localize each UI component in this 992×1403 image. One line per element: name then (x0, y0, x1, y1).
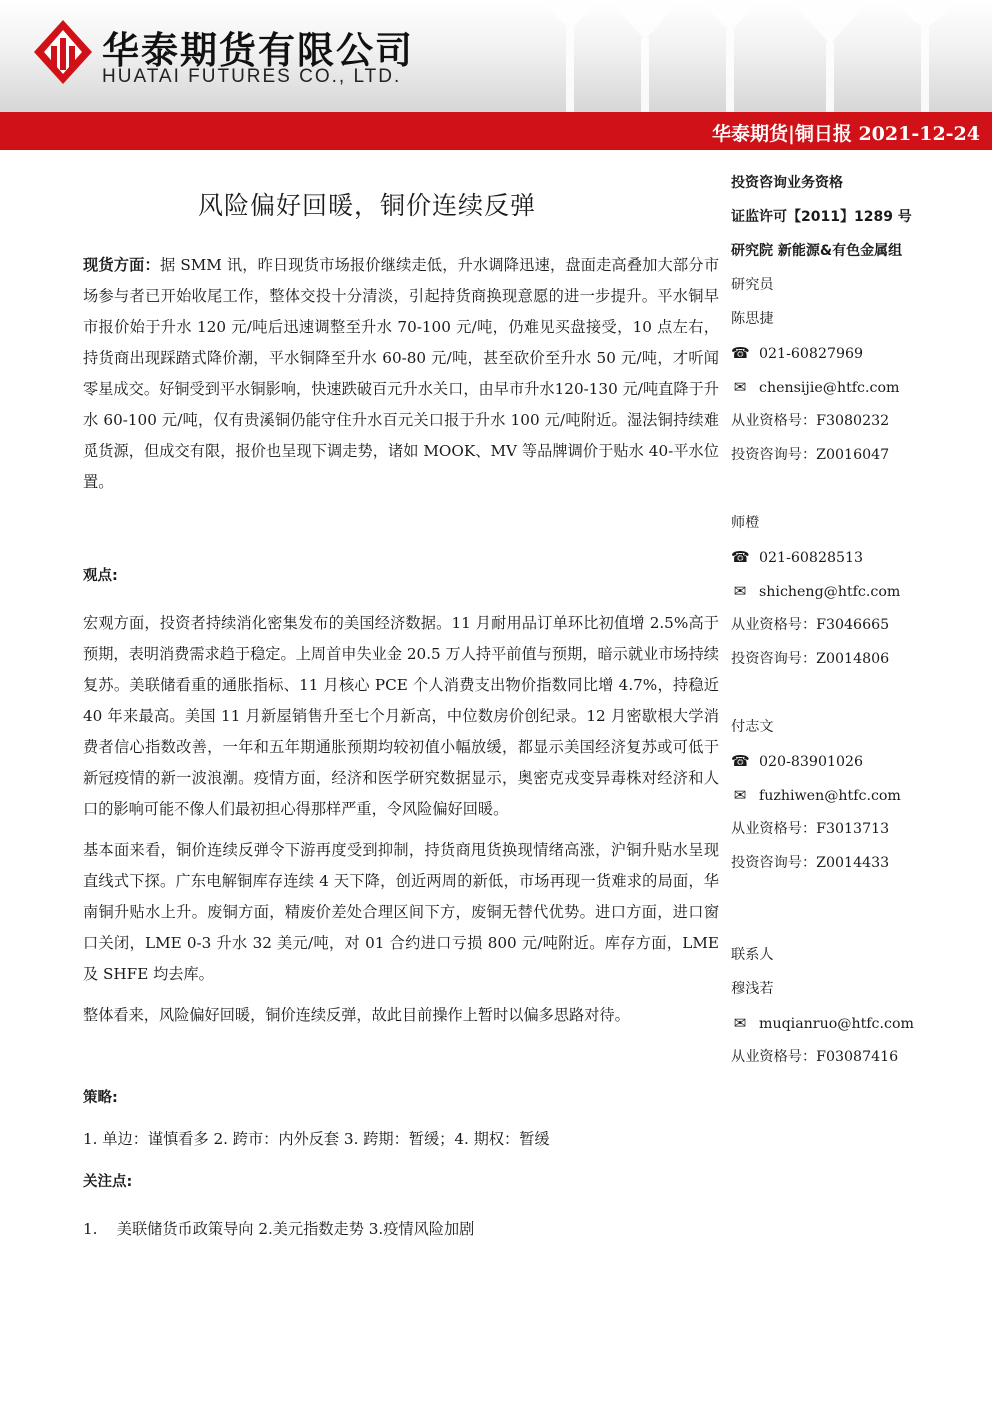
brand-name-cn: 华泰期货有限公司 (102, 29, 414, 72)
macro-paragraph: 宏观方面，投资者持续消化密集发布的美国经济数据。11 月耐用品订单环比初值增 2.5%高于预期，表明消费需求趋于稳定。上周首申失业金 20.5 万人持平前值与预期，暗示就业市场持续复苏。美联储看重的通胀指标、11 月核心 PCE 个人消费支出物价指数同比增 4.7%，持稳近 40 年来最高。美国 11 月新屋销售升至七个月新高，中位数房价创纪录。12 月密歇根大学消费者信心指数改善，一年和五年期通胀预期均较初值小幅放缓，都显示美国经济复苏或可低于新冠疫情的新一波浪潮。疫情方面，经济和医学研究数据显示，奥密克戎变异毒株对经济和人口的影响可能不像人们最初担心得那样严重，令风险偏好回暖。 (83, 614, 719, 818)
strategy-text: 1. 单边：谨慎看多 2. 跨市：内外反套 3. 跨期：暂缓；4. 期权：暂缓 (83, 1130, 550, 1148)
license-number: 证监许可【2011】1289 号 (731, 209, 912, 225)
contact-qualification: 从业资格号：F03087416 (731, 1049, 899, 1065)
strategy-heading: 策略: (83, 1090, 118, 1106)
institute-name: 研究院 新能源&有色金属组 (731, 243, 903, 259)
analyst-name: 付志文 (731, 719, 774, 735)
email-icon: ✉ (733, 582, 747, 600)
contact-name: 穆浅若 (731, 981, 774, 997)
analyst-qualification: 从业资格号：F3080232 (731, 413, 890, 429)
analyst-consult-number: 投资咨询号：Z0016047 (731, 447, 890, 463)
analyst-role: 研究员 (731, 277, 774, 293)
report-title: 风险偏好回暖，铜价连续反弹 (197, 191, 536, 220)
email-icon: ✉ (733, 786, 747, 804)
spot-label: 现货方面： (83, 256, 160, 274)
focus-text: 1. 美联储货币政策导向 2.美元指数走势 3.疫情风险加剧 (83, 1220, 475, 1238)
viewpoint-heading: 观点: (83, 568, 118, 584)
analyst-qualification: 从业资格号：F3013713 (731, 821, 890, 837)
analyst-phone: ☎ 020-83901026 (731, 744, 981, 778)
analyst-email[interactable]: ✉ shicheng@htfc.com (731, 574, 981, 608)
huatai-logo-icon (32, 18, 94, 88)
phone-icon: ☎ (731, 344, 750, 362)
analyst-email[interactable]: ✉ fuzhiwen@htfc.com (731, 778, 981, 812)
phone-icon: ☎ (731, 548, 750, 566)
contact-role: 联系人 (731, 947, 774, 963)
main-content (83, 250, 719, 1245)
analyst-consult-number: 投资咨询号：Z0014433 (731, 855, 890, 871)
analyst-qualification: 从业资格号：F3046665 (731, 617, 890, 633)
analyst-email[interactable]: ✉ chensijie@htfc.com (731, 370, 981, 404)
license-title: 投资咨询业务资格 (731, 175, 843, 191)
contact-email[interactable]: ✉ muqianruo@htfc.com (731, 1006, 981, 1040)
analyst-name: 师橙 (731, 515, 760, 531)
analyst-phone: ☎ 021-60828513 (731, 540, 981, 574)
summary-paragraph: 整体看来，风险偏好回暖，铜价连续反弹，故此目前操作上暂时以偏多思路对待。 (83, 1006, 630, 1024)
analyst-phone: ☎ 021-60827969 (731, 336, 981, 370)
page-header (0, 0, 992, 112)
focus-heading: 关注点: (83, 1174, 133, 1190)
analyst-consult-number: 投资咨询号：Z0014806 (731, 651, 890, 667)
phone-icon: ☎ (731, 752, 750, 770)
spot-paragraph (83, 250, 719, 498)
email-icon: ✉ (733, 1014, 747, 1032)
sidebar (731, 166, 981, 1074)
spot-text: 据 SMM 讯，昨日现货市场报价继续走低，升水调降迅速，盘面走高叠加大部分市场参与者已开始收尾工作，整体交投十分清淡，引起持货商换现意愿的进一步提升。平水铜早市报价始于升水 120 元/吨后迅速调整至升水 70-100 元/吨，仍难见买盘接受，10 点左右，持货商出现踩踏式降价潮，平水铜降至升水 60-80 元/吨，甚至砍价至升水 50 元/吨，才听闻零星成交。好铜受到平水铜影响，快速跌破百元升水关口，由早市升水120-130 元/吨直降于升水 60-100 元/吨，仅有贵溪铜仍能守住升水百元关口报于升水 100 元/吨附近。湿法铜持续难觅货源，但成交有限，报价也呈现下调走势，诸如 MOOK、MV 等品牌调价于贴水 40-平水位置。 (83, 256, 720, 491)
email-icon: ✉ (733, 378, 747, 396)
fundamental-paragraph: 基本面来看，铜价连续反弹令下游再度受到抑制，持货商甩货换现情绪高涨，沪铜升贴水呈现直线式下探。广东电解铜库存连续 4 天下降，创近两周的新低，市场再现一货难求的局面，华南铜升贴水上升。废铜方面，精废价差处合理区间下方，废铜无替代优势。进口方面，进口窗口关闭，LME 0-3 升水 32 美元/吨，对 01 合约进口亏损 800 元/吨附近。库存方面，LME 及 SHFE 均去库。 (83, 841, 719, 983)
brand-name-en: HUATAI FUTURES CO., LTD. (102, 66, 402, 87)
analyst-name: 陈思捷 (731, 311, 774, 327)
report-tag: 华泰期货|铜日报 2021-12-24 (711, 123, 980, 145)
